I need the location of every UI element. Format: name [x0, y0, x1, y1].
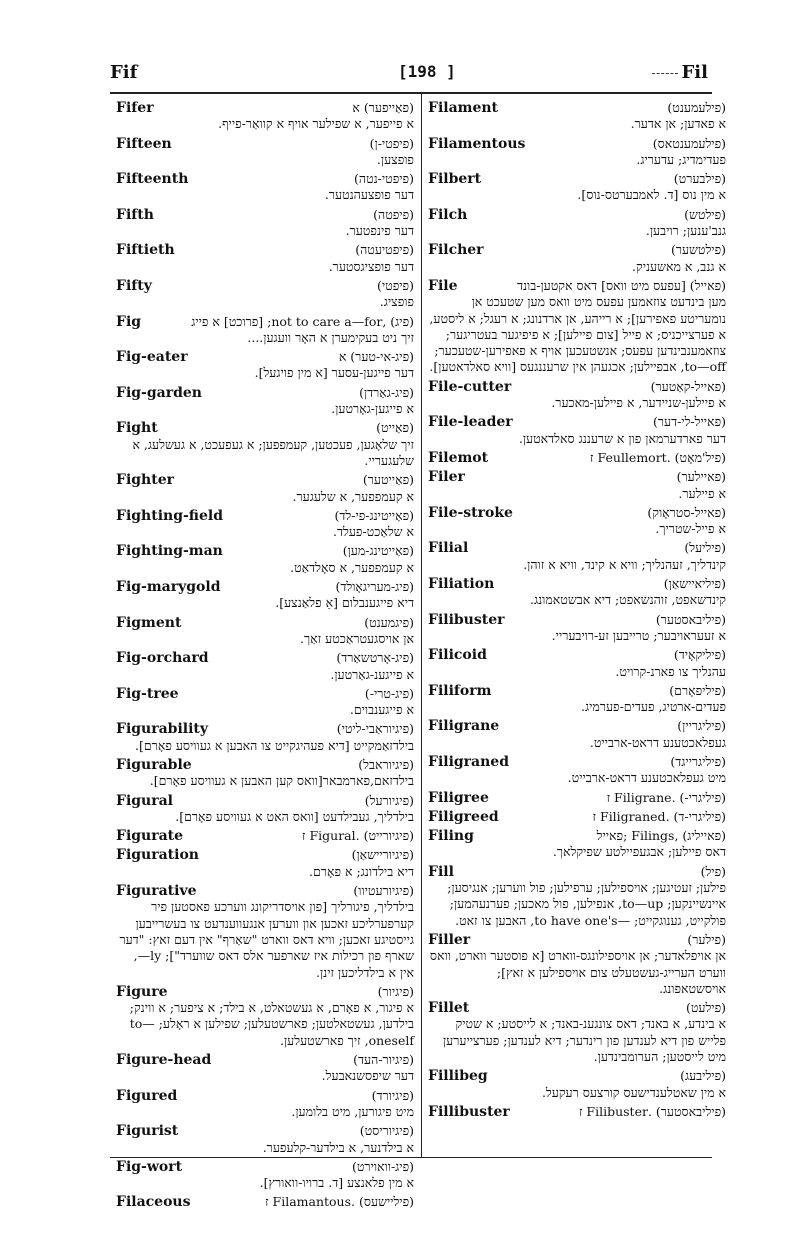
- dictionary-entry: [428, 754, 726, 787]
- entry-definition: א פייפער, א שפילער אויף א קוואַר-פייף.: [218, 116, 414, 132]
- column-divider: [421, 92, 422, 1157]
- dictionary-entry: [428, 790, 726, 806]
- entry-headword: Filibuster: [428, 611, 505, 628]
- dictionary-entry: [428, 379, 726, 412]
- dictionary-entry: [428, 136, 726, 169]
- entry-definition: מען בינדעט צוזאמען עפעס מיט וואס מען שטעכט אן נומעריטע פאפירען]; א רייהע, אן ארדנונג; א רעגל; א ליסטע, א פערצייכניס; א פייל [צום פיילען]; א פיפיגער בעטריגער; צוזאמענבינדען עפעס; אנשטעכען אויף א פאפירען-שטעכער; to—off, אבפיילען; אכגעהן אין שרעננגעס [וויא סאלדאטען].: [429, 294, 726, 375]
- entry-headword: Filigraned: [428, 753, 510, 770]
- entry-headword: Fifer: [116, 100, 154, 116]
- entry-headword: Fighter: [116, 472, 174, 489]
- entry-head: [428, 683, 726, 699]
- entry-head: [116, 472, 414, 488]
- dictionary-entry: [428, 647, 726, 680]
- entry-definition: א קעמפפער, א שלעגער.: [292, 488, 414, 504]
- entry-headword: Filiation: [428, 576, 495, 593]
- dictionary-entry: [428, 932, 726, 997]
- entry-definition: א פייגענ-גאַרטען.: [330, 666, 414, 682]
- dictionary-entry: [428, 864, 726, 929]
- entry-head: [428, 242, 726, 258]
- dictionary-entry: [428, 809, 726, 825]
- dictionary-entry: [116, 1123, 414, 1156]
- entry-pronunciation: (פיליעל): [684, 540, 726, 556]
- entry-pronunciation: (פיפטי-ן): [369, 135, 414, 151]
- entry-pronunciation: (פיגיורעטיוו): [353, 883, 414, 899]
- entry-head: [116, 1052, 414, 1068]
- dictionary-entry: [428, 171, 726, 204]
- entry-head: [116, 1159, 414, 1175]
- entry-head: [428, 100, 726, 116]
- entry-pronunciation: (פיליפאָרם): [669, 682, 726, 698]
- entry-headword: Figure-head: [116, 1052, 212, 1069]
- entry-headword: File-stroke: [428, 504, 513, 521]
- entry-definition: א בילדנער, א בילדער-קלעפער.: [262, 1139, 414, 1155]
- entry-definition: דער פייגען-עסער [א מין פויגעל].: [254, 365, 414, 381]
- entry-head: [428, 576, 726, 592]
- entry-pronunciation: (פאַייטינג-מען): [342, 543, 414, 559]
- entry-definition: דער פארדערמאן פון א שרעננג סאלדאטען.: [518, 430, 726, 446]
- entry-headword: Filament: [428, 100, 499, 116]
- entry-pronunciation: (פיג-גאַרדן): [359, 384, 414, 400]
- entry-head: [116, 136, 414, 152]
- entry-definition: בילדזאַמקייט [דיא פעהיגקייט צו האבען א געוויסע פאָרם].: [135, 737, 414, 753]
- entry-headword: Figurable: [116, 756, 192, 773]
- dictionary-entry: [116, 207, 414, 240]
- entry-head: [116, 686, 414, 702]
- entry-head: [428, 469, 726, 485]
- entry-head: [116, 349, 414, 365]
- entry-definition: גנב'ענען; רויבען.: [645, 223, 726, 239]
- entry-pronunciation: (פיגיורייט) .Figural ז: [302, 828, 414, 844]
- entry-headword: Fig-wort: [116, 1158, 183, 1175]
- entry-head: [116, 508, 414, 524]
- dictionary-entry: [116, 721, 414, 754]
- entry-pronunciation: (פיפטה): [373, 206, 414, 222]
- entry-pronunciation: (פיליבעג): [680, 1068, 726, 1084]
- header-right-guideword: [652, 62, 708, 83]
- entry-head: [116, 615, 414, 631]
- entry-pronunciation: (פיליקאָיד): [673, 647, 726, 663]
- entry-head: [116, 757, 414, 773]
- entry-head: [116, 1123, 414, 1139]
- entry-pronunciation: (פיגיורעל): [364, 792, 414, 808]
- entry-headword: Fifth: [116, 206, 154, 223]
- entry-headword: Fillibeg: [428, 1068, 488, 1085]
- entry-head: [428, 505, 726, 521]
- entry-head: [116, 420, 414, 436]
- entry-headword: Fifteen: [116, 135, 172, 152]
- entry-headword: File-leader: [428, 414, 513, 431]
- header-left-guideword: Fif: [110, 62, 138, 83]
- dictionary-entry: [428, 683, 726, 716]
- entry-definition: מיט געפלאכטענע דראט-ארבייט.: [567, 770, 726, 786]
- entry-head: [116, 242, 414, 258]
- entry-head: [116, 793, 414, 809]
- entry-definition: דער שיפסשנאבעל.: [321, 1068, 414, 1084]
- entry-headword: Figurate: [116, 828, 184, 845]
- entry-headword: Filamentous: [428, 135, 526, 152]
- entry-definition: א בינדע, א באנד; דאס צונגענ-באנד; א לייסטע; א שטיק פלייש פון דיא לענדען פון רינדער; דיא לענדען; פערצייערען מיט לייסטען; הערומבינדען.: [442, 1016, 726, 1065]
- entry-head: [116, 1088, 414, 1104]
- entry-pronunciation: (פיליגריין): [677, 718, 726, 734]
- entry-headword: Figurist: [116, 1123, 179, 1140]
- entry-head: [428, 278, 726, 294]
- entry-definition: דיא פייגענבלום [אַ פלאַנצע].: [275, 595, 414, 611]
- entry-definition: א מין נוס [ד. לאמבערטס-נוס].: [577, 187, 726, 203]
- dictionary-entry: [116, 171, 414, 204]
- entry-headword: Fig-garden: [116, 384, 202, 401]
- entry-definition: א פייל-שטריך.: [655, 521, 726, 537]
- entry-headword: Fill: [428, 863, 454, 880]
- header-right-word: Fil: [681, 62, 708, 83]
- dictionary-entry: [428, 278, 726, 376]
- entry-head: [428, 790, 726, 806]
- entry-headword: Fiftieth: [116, 242, 175, 259]
- entry-pronunciation: (פיג-אָרטשאַרד): [336, 650, 414, 666]
- entry-head: [428, 379, 726, 395]
- right-column: [428, 100, 726, 1152]
- entry-headword: Fig-orchard: [116, 650, 209, 667]
- dash-mark-icon: [652, 73, 678, 74]
- entry-head: [116, 828, 414, 844]
- entry-head: [428, 136, 726, 152]
- entry-headword: Filicoid: [428, 647, 487, 664]
- entry-headword: File: [428, 277, 458, 294]
- dictionary-entry: [428, 1104, 726, 1120]
- entry-definition: א פאדען; אן אדער.: [630, 116, 726, 132]
- entry-pronunciation: (פיגיורד): [371, 1087, 414, 1103]
- dictionary-entry: [428, 450, 726, 466]
- dictionary-entry: [428, 612, 726, 645]
- page-header: [110, 58, 710, 84]
- dictionary-entry: [116, 1194, 414, 1210]
- entry-headword: Filiform: [428, 682, 492, 699]
- entry-definition: א פייגענבוים.: [349, 702, 414, 718]
- entry-head: [116, 847, 414, 863]
- entry-head: [428, 1000, 726, 1016]
- entry-head: [116, 1194, 414, 1210]
- entry-pronunciation: (פיגיוראַבי-ליטי): [336, 721, 414, 737]
- entry-pronunciation: (פאייל-לי-דער): [652, 414, 726, 430]
- entry-pronunciation: (פאַייט): [376, 420, 414, 436]
- entry-pronunciation: (פילטשער): [670, 242, 726, 258]
- entry-pronunciation: (פיליישעס) .Filamantous ז: [265, 1194, 414, 1210]
- dictionary-entry: [116, 278, 414, 311]
- entry-headword: Filaceous: [116, 1194, 191, 1211]
- entry-head: [116, 543, 414, 559]
- left-column: [116, 100, 414, 1211]
- entry-head: [428, 171, 726, 187]
- dictionary-entry: [428, 828, 726, 861]
- dictionary-entry: [116, 757, 414, 790]
- entry-definition: בילדליך, פיגורליך [פון אויסדריקונג ווערכע פאסטען פיר קערפערליכע זאכען און ווערען אנגעווענדעט צו בעשרייבען גייסטיגע זאכען; וויא דאס ווארט "שאַרף" אין דעם זאץ: "דער שארף פון רכילות איז שארפער אלס דאס שווערד"]; ly—, אין א בילדליכען זינן.: [119, 899, 414, 980]
- entry-headword: Filigrane: [428, 718, 500, 735]
- entry-headword: Figuration: [116, 847, 199, 864]
- entry-pronunciation: (פיפטי): [377, 277, 414, 293]
- entry-pronunciation: (פילטש): [684, 206, 726, 222]
- entry-definition: דער פופצעהנטער.: [324, 187, 414, 203]
- entry-definition: פעדימדיג; עדעריג.: [636, 151, 726, 167]
- entry-pronunciation: (פיל): [700, 863, 726, 879]
- entry-head: [428, 1104, 726, 1120]
- entry-definition: זיך ניט בעקימערן א האָר וועגען....: [247, 329, 414, 345]
- page-number: [198 ]: [398, 62, 456, 81]
- entry-pronunciation: (פילעמענט): [667, 100, 726, 115]
- dictionary-entry: [116, 136, 414, 169]
- entry-pronunciation: (פיג-מעריגאָולד): [335, 579, 414, 595]
- top-rule: [110, 92, 712, 94]
- dictionary-entry: [428, 540, 726, 573]
- entry-head: [428, 932, 726, 948]
- entry-definition: אן אויסגעטראַכטע זאַך.: [300, 630, 414, 646]
- entry-definition: א מין פלאנצע [ד. ברויו-וואורץ].: [259, 1175, 414, 1191]
- entry-definition: דער פופציגסטער.: [328, 258, 414, 274]
- entry-headword: Filemot: [428, 449, 489, 466]
- entry-definition: א פיילער.: [678, 485, 726, 501]
- entry-definition: א זעעראויבער; טרייבען זע-רויבעריי.: [551, 627, 726, 643]
- dictionary-entry: [116, 686, 414, 719]
- entry-headword: Filbert: [428, 171, 482, 188]
- entry-pronunciation: (פאַייטער): [362, 472, 414, 488]
- entry-pronunciation: (פאייל) [עפעס מיט וואס] דאס אקטען-בונד: [516, 277, 726, 293]
- entry-head: [428, 414, 726, 430]
- dictionary-entry: [428, 1000, 726, 1065]
- entry-head: [116, 385, 414, 401]
- dictionary-entry: [116, 385, 414, 418]
- entry-head: [428, 647, 726, 663]
- dictionary-entry: [428, 414, 726, 447]
- entry-headword: Fight: [116, 420, 158, 437]
- entry-headword: Filigreed: [428, 808, 499, 825]
- entry-pronunciation: (פיגיור): [377, 983, 414, 999]
- entry-head: [428, 864, 726, 880]
- entry-definition: מיט פיגורען, מיט בלומען.: [291, 1103, 414, 1119]
- entry-headword: Filing: [428, 828, 474, 845]
- entry-head: [116, 579, 414, 595]
- dictionary-entry: [116, 472, 414, 505]
- entry-pronunciation: (פאַייפער) א: [352, 100, 414, 115]
- dictionary-entry: [428, 242, 726, 275]
- entry-pronunciation: (פילבערט): [673, 171, 726, 187]
- entry-headword: Filcher: [428, 242, 484, 259]
- dictionary-entry: [428, 576, 726, 609]
- entry-head: [428, 754, 726, 770]
- entry-head: [428, 718, 726, 734]
- entry-pronunciation: (פיפטי-נטה): [354, 171, 414, 187]
- entry-pronunciation: (פילעט): [685, 1000, 726, 1016]
- entry-headword: Fifty: [116, 277, 152, 294]
- entry-headword: Figural: [116, 792, 173, 809]
- dictionary-entry: [116, 615, 414, 648]
- entry-headword: Fig-tree: [116, 685, 179, 702]
- entry-head: [428, 612, 726, 628]
- dictionary-entry: [116, 314, 414, 347]
- entry-pronunciation: (פיגיוראבל): [358, 756, 414, 772]
- entry-head: [116, 207, 414, 223]
- dictionary-entry: [428, 469, 726, 502]
- entry-pronunciation: (פאַייטינג-פי-לד): [334, 507, 414, 523]
- entry-pronunciation: (פיגמענט): [364, 614, 414, 630]
- entry-definition: א פיילען-שניידער, א פיילען-מאכער.: [551, 395, 726, 411]
- entry-pronunciation: (פיג-טרי-): [364, 685, 414, 701]
- entry-definition: א פיגור, א פאָרם, א געשטאלט, א בילד; א ציפער; א ווינק; בילדען, געשטאלטען; פארשטעלען; שפילען א ראָלע; to— oneself, זיך פארשטעלען.: [129, 1000, 414, 1048]
- dictionary-entry: [116, 793, 414, 826]
- entry-pronunciation: (פאייל-סטראָוק): [647, 504, 726, 520]
- entry-headword: Filler: [428, 931, 471, 948]
- entry-head: [116, 883, 414, 899]
- entry-head: [428, 450, 726, 466]
- entry-pronunciation: (פילער): [687, 931, 726, 947]
- entry-headword: Fig-eater: [116, 349, 188, 366]
- entry-headword: Fighting-man: [116, 543, 223, 560]
- entry-definition: דער פינפטער.: [345, 223, 414, 239]
- entry-head: [428, 207, 726, 223]
- entry-definition: פעדים-ארטיג, פעדים-פערמיג.: [581, 699, 726, 715]
- dictionary-entry: [116, 508, 414, 541]
- dictionary-entry: [116, 543, 414, 576]
- entry-head: [116, 984, 414, 1000]
- entry-headword: Fillet: [428, 1000, 470, 1017]
- dictionary-entry: [428, 1068, 726, 1101]
- entry-definition: זיך שלאָגען, פעכטען, קעמפפען; א געפעכט, א געשלעג, א שלעגעריי.: [132, 436, 414, 468]
- entry-headword: Filigree: [428, 789, 489, 806]
- entry-definition: פילען; זעטיגען; אויספילען; ערפילען; פול ווערען; אנגיסען; איינשיינקען; to—up, אנפילען, פול מאכען; פערנעהמען; פולקייט, גענוגקייט; —to have one's, האבען צו זאט.: [447, 880, 726, 928]
- entry-pronunciation: (פיליגרי-) .Filigrane ז: [606, 789, 726, 805]
- entry-pronunciation: (פיג-אי-טער) א: [338, 349, 414, 365]
- entry-definition: א שלאַכט-פעלד.: [332, 524, 414, 540]
- entry-headword: Fighting-field: [116, 507, 223, 524]
- entry-head: [428, 809, 726, 825]
- entry-definition: דאס פיילען; אבגעפיילטע שפיקלאך.: [552, 844, 726, 860]
- entry-definition: דיא בילדונג; א פאָרם.: [309, 863, 414, 879]
- dictionary-entry: [116, 1052, 414, 1085]
- dictionary-entry: [116, 1159, 414, 1192]
- entry-definition: א גנב, א מאשעניק.: [632, 258, 726, 274]
- entry-headword: Fig: [116, 313, 142, 330]
- entry-head: [428, 540, 726, 556]
- entry-definition: קינדליך, זעהנליך; וויא א קינד, וויא א זוהן.: [523, 556, 726, 572]
- entry-definition: בילדליך, געבילדעט [וואס האט א געוויסע פאָרם].: [175, 808, 414, 824]
- dictionary-entry: [116, 650, 414, 683]
- entry-head: [428, 828, 726, 844]
- entry-definition: א קעמפפער, א סאָלדאַט.: [290, 559, 414, 575]
- dictionary-entry: [116, 828, 414, 844]
- entry-head: [116, 314, 414, 330]
- dictionary-entry: [428, 505, 726, 538]
- entry-definition: א מין שאטלענדישעס קורצעס רעקעל.: [541, 1084, 726, 1100]
- entry-headword: Fig-marygold: [116, 579, 221, 596]
- entry-head: [428, 1068, 726, 1084]
- entry-headword: Figurative: [116, 883, 197, 900]
- entry-pronunciation: (פיגיוריישאַן): [351, 847, 414, 863]
- entry-pronunciation: (פילעמענטאס): [652, 135, 726, 151]
- entry-pronunciation: (פיליבאסטער): [655, 611, 726, 627]
- entry-head: [116, 171, 414, 187]
- entry-headword: Fifteenth: [116, 171, 189, 188]
- entry-headword: Fillibuster: [428, 1103, 510, 1120]
- dictionary-entry: [428, 207, 726, 240]
- entry-pronunciation: (פיליבאסטער) .Filibuster ז: [578, 1103, 726, 1119]
- entry-headword: Filch: [428, 206, 468, 223]
- dictionary-entry: [116, 847, 414, 880]
- entry-headword: Figurability: [116, 721, 209, 738]
- entry-definition: געפלאכטענע דראט-ארבייט.: [589, 734, 726, 750]
- entry-headword: Figured: [116, 1087, 178, 1104]
- entry-definition: אן אויפלאדער; אן אויספילונגס-ווארט [א פוסטער ווארט, וואס ווערט הערייג-געשטעלט צום אויספילען א זאץ]; אויסשטאפונג.: [429, 948, 726, 996]
- entry-definition: פופצען.: [376, 151, 414, 167]
- entry-pronunciation: (פיליגרייגד): [670, 753, 726, 769]
- entry-pronunciation: (פיגיוריסט): [359, 1123, 414, 1139]
- entry-headword: Filial: [428, 540, 469, 557]
- entry-headword: Figment: [116, 614, 182, 631]
- entry-pronunciation: (פיג-וואוירט): [352, 1158, 414, 1174]
- dictionary-entry: [116, 579, 414, 612]
- dictionary-entry: [116, 1088, 414, 1121]
- dictionary-entry: [428, 100, 726, 133]
- entry-definition: בילדזאם,פארמבאר[וואס קען האבען א געוויסע פאָרם].: [149, 773, 414, 789]
- entry-headword: Filer: [428, 469, 465, 486]
- entry-pronunciation: (פיג) ,not to care a—for; [פרוכט] א פייג: [191, 313, 414, 329]
- entry-definition: עהנליך צו פארנ-קרויט.: [615, 663, 726, 679]
- entry-head: [116, 100, 414, 116]
- entry-pronunciation: (פאייל-קאַטער): [650, 378, 726, 394]
- dictionary-entry: [116, 242, 414, 275]
- entry-pronunciation: (פיליאיישאַן): [663, 576, 726, 592]
- entry-pronunciation: (פיליגרי-ד) .Filigraned ז: [592, 808, 726, 824]
- entry-pronunciation: (פיל'מאָט) .Feullemort ז: [590, 449, 726, 465]
- entry-headword: Figure: [116, 983, 168, 1000]
- dictionary-entry: [116, 349, 414, 382]
- entry-headword: File-cutter: [428, 378, 512, 395]
- dictionary-entry: [116, 100, 414, 133]
- entry-head: [116, 650, 414, 666]
- entry-definition: פופציג.: [379, 294, 414, 310]
- entry-head: [116, 278, 414, 294]
- entry-pronunciation: (פאיילער): [676, 469, 726, 485]
- entry-definition: א פייגען-גאָרטען.: [331, 401, 414, 417]
- entry-pronunciation: (פיפטיעטה): [355, 242, 414, 258]
- entry-definition: קינדשאפט, זוהנשאפט; דיא אבשטאמונג.: [530, 592, 726, 608]
- dictionary-entry: [116, 984, 414, 1049]
- entry-pronunciation: (פיגיור-העד): [353, 1052, 414, 1068]
- dictionary-entry: [116, 420, 414, 469]
- entry-pronunciation: (פאייליג) ,Filings ;פאייל: [596, 828, 726, 844]
- entry-head: [116, 721, 414, 737]
- dictionary-entry: [116, 883, 414, 981]
- dictionary-entry: [428, 718, 726, 751]
